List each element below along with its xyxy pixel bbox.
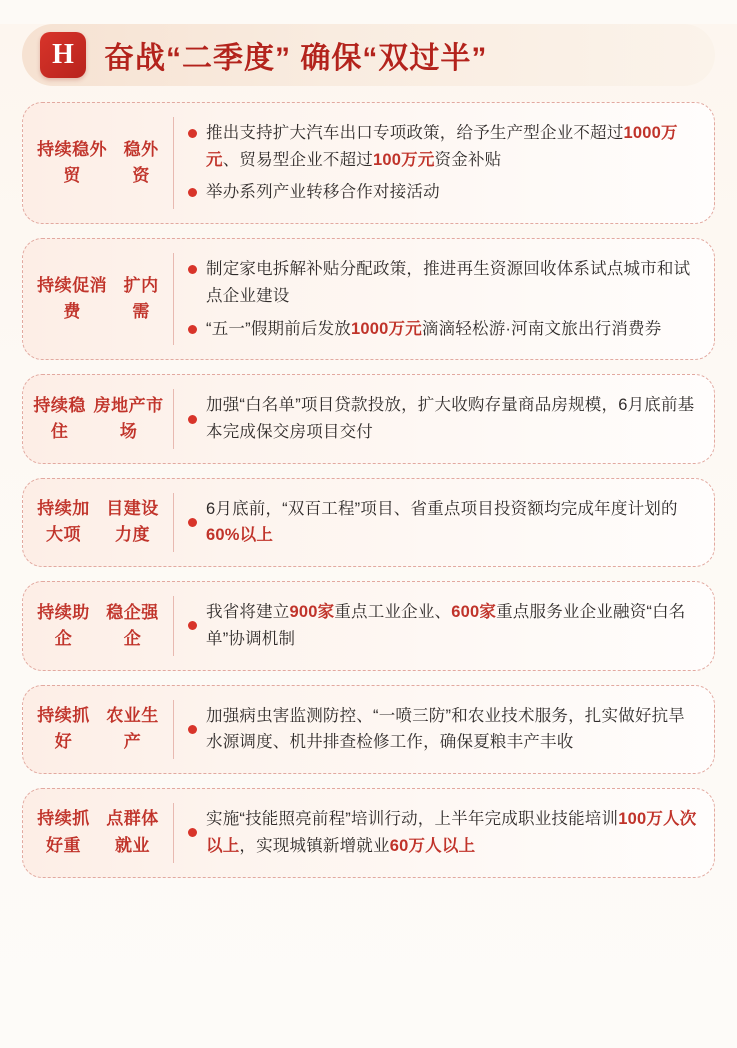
body-text: ，实现城镇新增就业	[239, 836, 390, 855]
list-item-text	[206, 599, 698, 652]
list-item-text	[206, 496, 698, 549]
policy-row-label-text-2: 扩内需	[123, 275, 159, 322]
bullet-dot-icon	[188, 129, 197, 138]
policy-row-label-text-2: 稳企强企	[106, 602, 159, 648]
policy-row-body	[174, 375, 714, 462]
highlight-text: 900家	[289, 603, 335, 622]
header-badge-icon: H	[40, 32, 86, 78]
highlight-text: 100万人次以上	[206, 810, 697, 855]
list-item	[188, 256, 698, 309]
page-title: 奋战“二季度” 确保“双过半”	[104, 42, 488, 75]
bullet-dot-icon	[188, 325, 197, 334]
policy-row-label-text: 持续加大项	[37, 499, 90, 545]
bullet-dot-icon	[188, 188, 197, 197]
policy-row-label	[23, 239, 173, 359]
body-text: 制定家电拆解补贴分配政策，推进再生资源回收体系试点城市和试点企业建设	[206, 260, 691, 305]
body-text: 加强“白名单”项目贷款投放，扩大收购存量商品房规模，6月底前基本完成保交房项目交付	[206, 396, 695, 442]
bullet-dot-icon	[188, 828, 197, 837]
bullet-dot-icon	[188, 621, 197, 630]
body-text: 重点工业企业、	[334, 603, 452, 622]
policy-row	[22, 478, 715, 567]
policy-row-label	[23, 582, 173, 669]
policy-row-label-text: 持续稳外贸	[37, 139, 108, 186]
policy-row-label-text-2: 点群体就业	[106, 809, 159, 855]
body-text: “五一”假期前后发放	[206, 319, 351, 338]
policy-row-label-text: 持续抓好重	[37, 809, 90, 855]
body-text: 推出支持扩大汽车出口专项政策，给予生产型企业不超	[206, 124, 607, 142]
list-item	[188, 496, 698, 549]
policy-row-body	[174, 686, 714, 773]
policy-row-label-text: 持续抓好	[37, 706, 90, 752]
list-item-text	[206, 120, 698, 173]
body-text: 举办系列产业转移合作对接活动	[206, 183, 440, 202]
list-item-text	[206, 392, 698, 445]
poster-header	[22, 24, 715, 86]
list-item	[188, 806, 698, 859]
highlight-text: 1000万元	[206, 124, 678, 169]
bullet-dot-icon	[188, 265, 197, 274]
policy-row-body	[174, 789, 714, 876]
policy-row	[22, 788, 715, 877]
body-text: 重点服务业企业融资“白名单”协调机制	[206, 603, 686, 648]
list-item	[188, 120, 698, 173]
policy-row-label	[23, 479, 173, 566]
policy-row-body	[174, 479, 714, 566]
body-text: 实施“技能照亮前程”培训行动，上半年完成职业技能培训	[206, 810, 619, 829]
bullet-dot-icon	[188, 725, 197, 734]
policy-row-label-text-2: 目建设力度	[106, 499, 159, 545]
policy-row	[22, 374, 715, 463]
policy-row	[22, 685, 715, 774]
body-text: 加强病虫害监测防控、“一喷三防”和农业技术服务，扎实做好抗旱水源调度、机井排查检修工作，确保夏粮丰产丰收	[206, 706, 685, 752]
body-text: 滴滴轻松游·河南文旅出行消费券	[421, 319, 662, 338]
body-text: 资金补贴	[434, 150, 502, 169]
body-text: 我省将建立	[206, 603, 290, 622]
highlight-text: 60%以上	[206, 526, 274, 545]
poster-page	[0, 24, 737, 1048]
bullet-dot-icon	[188, 415, 197, 424]
body-text: 过	[606, 124, 624, 142]
list-item	[188, 179, 698, 206]
policy-row-label	[23, 375, 173, 462]
list-item-text	[206, 806, 698, 859]
policy-row-body	[174, 103, 714, 223]
highlight-text: 1000万元	[351, 319, 422, 338]
list-item-text	[206, 316, 661, 343]
bullet-dot-icon	[188, 518, 197, 527]
list-item	[188, 316, 698, 343]
policy-row-body	[174, 239, 714, 359]
policy-row-label	[23, 686, 173, 773]
list-item-text	[206, 179, 440, 206]
list-item-text	[206, 256, 698, 309]
policy-row-label-text: 持续助企	[37, 602, 90, 648]
policy-row-label-text-2: 房地产市场	[93, 395, 164, 442]
list-item	[188, 703, 698, 756]
policy-row	[22, 581, 715, 670]
highlight-text: 100万元	[373, 150, 435, 169]
policy-row-label	[23, 789, 173, 876]
highlight-text: 60万人以上	[389, 836, 476, 855]
policy-row	[22, 102, 715, 224]
list-item-text	[206, 703, 698, 756]
policy-row-body	[174, 582, 714, 669]
policy-row-label-text-2: 稳外资	[123, 139, 159, 186]
highlight-text: 600家	[451, 603, 497, 622]
body-text: 、贸易型企业不超过	[222, 150, 374, 169]
policy-row	[22, 238, 715, 360]
policy-row-list	[22, 102, 715, 878]
policy-row-label-text: 持续稳住	[33, 395, 86, 442]
list-item	[188, 392, 698, 445]
list-item	[188, 599, 698, 652]
policy-row-label	[23, 103, 173, 223]
policy-row-label-text-2: 农业生产	[106, 706, 159, 752]
body-text: 6月底前，“双百工程”项目、省重点项目投资额均完成年度计划的	[206, 499, 678, 518]
policy-row-label-text: 持续促消费	[37, 275, 108, 322]
